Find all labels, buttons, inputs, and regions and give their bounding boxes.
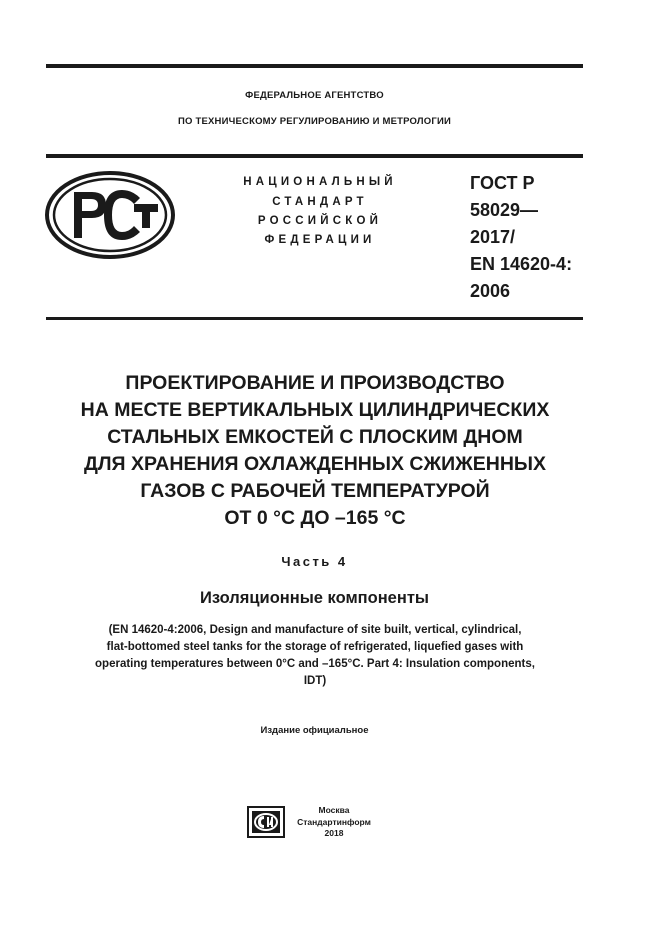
publisher-info: [292, 805, 376, 840]
agency-line-1: ФЕДЕРАЛЬНОЕ АГЕНТСТВО: [245, 90, 384, 101]
title-line-2: НА МЕСТЕ ВЕРТИКАЛЬНЫХ ЦИЛИНДРИЧЕСКИХ: [80, 399, 550, 421]
en-reference-line-2: flat-bottomed steel tanks for the storage of refrigerated, liquefied gases with: [106, 641, 524, 653]
designation-line-5: 2006: [470, 281, 511, 301]
part-subtitle: Изоляционные компоненты: [199, 589, 429, 607]
en-reference-line-1: (EN 14620-4:2006, Design and manufacture of site built, vertical, cylindrical,: [108, 624, 522, 636]
publisher-name: Стандартинформ: [297, 816, 371, 827]
standartinform-logo-icon: [247, 806, 285, 838]
title-line-6: ОТ 0 °С ДО –165 °С: [224, 507, 406, 529]
national-standard-line-1: НАЦИОНАЛЬНЫЙ: [243, 176, 397, 188]
en-reference-line-4: IDT): [303, 675, 327, 687]
designation-line-3: 2017/: [470, 227, 516, 247]
title-line-3: СТАЛЬНЫХ ЕМКОСТЕЙ С ПЛОСКИМ ДНОМ: [107, 426, 523, 448]
top-rule: [46, 64, 583, 68]
designation-line-2: 58029—: [470, 200, 539, 220]
title-line-1: ПРОЕКТИРОВАНИЕ И ПРОИЗВОДСТВО: [125, 372, 505, 394]
en-reference: [40, 622, 590, 690]
designation-rule: [46, 317, 583, 320]
publisher-city: Москва: [318, 805, 350, 815]
header-rule: [46, 154, 583, 158]
edition-note: Издание официальное: [260, 725, 369, 736]
agency-line-2: ПО ТЕХНИЧЕСКОМУ РЕГУЛИРОВАНИЮ И МЕТРОЛОГИИ: [178, 116, 451, 127]
designation-line-1: ГОСТ Р: [470, 173, 535, 193]
national-standard-line-3: РОССИЙСКОЙ: [257, 215, 383, 227]
designation-line-4: EN 14620-4:: [470, 254, 573, 274]
national-standard-line-2: СТАНДАРТ: [272, 196, 368, 208]
document-title: [30, 370, 600, 532]
publisher-year: 2018: [324, 828, 344, 838]
national-standard-line-4: ФЕДЕРАЦИИ: [264, 234, 376, 246]
standard-designation: [470, 170, 572, 305]
en-reference-line-3: operating temperatures between 0°С and –165°С. Part 4: Insulation components,: [95, 658, 535, 670]
title-line-5: ГАЗОВ С РАБОЧЕЙ ТЕМПЕРАТУРОЙ: [140, 480, 490, 502]
part-number: Часть 4: [281, 554, 348, 569]
title-line-4: ДЛЯ ХРАНЕНИЯ ОХЛАЖДЕННЫХ СЖИЖЕННЫХ: [83, 453, 547, 475]
rst-emblem-icon: [44, 170, 176, 260]
